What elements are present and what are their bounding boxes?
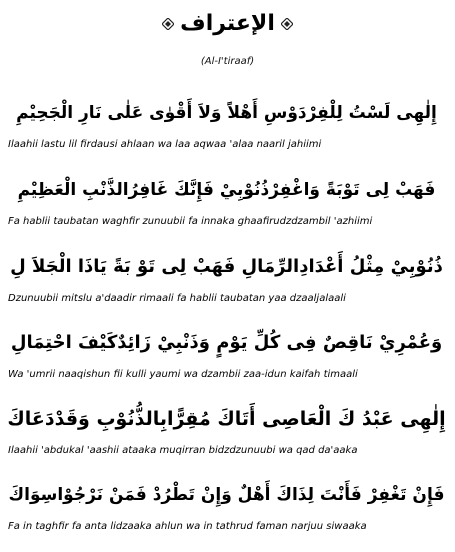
verse-arabic: فَهَبْ لِى تَوْبَةً وَاغْفِرْذُنُوْبِيْ فَإِنَّكَ غَافِرُالذَّنْبِ الْعَظِيْمِ <box>17 179 436 200</box>
header <box>0 6 455 42</box>
verse-arabic: ذُنُوْبِيْ مِثْلُ أَعْدَادِالرِّمَالِ فَهَبْ لِى تَوْ بَةً يَاذَا الْجَلاَ لِ <box>10 256 443 277</box>
verse-transliteration: Fa hablii taubatan waghfir zunuubii fa innaka ghaafirudzdzambil 'azhiimi <box>8 216 373 227</box>
diamond-ornament-icon <box>281 18 293 30</box>
verse-transliteration: Ilaahii lastu lil firdausi ahlaan wa laa aqwaa 'alaa naaril jahiimi <box>8 139 322 150</box>
verse-transliteration: Ilaahii 'abdukal 'aashii ataaka muqirran bidzdzunuubi wa qad da'aaka <box>8 445 358 456</box>
diamond-ornament-icon <box>162 18 174 30</box>
verse-arabic: إِلٰهِى لَسْتُ لِلْفِرْدَوْسِ أَهْلاً وَلاَ أَقْوٰى عَلٰى نَارِ الْجَحِيْمِ <box>16 102 437 123</box>
title-transliteration: (Al-I'tiraaf) <box>200 56 255 67</box>
verse-transliteration: Wa 'umrii naaqishun fii kulli yaumi wa dzambii zaa-idun kaifah timaali <box>8 369 358 380</box>
title-arabic: الإعتراف <box>180 11 275 36</box>
verse-transliteration: Fa in taghfir fa anta lidzaaka ahlun wa in tathrud faman narjuu siwaaka <box>8 521 367 532</box>
verse-arabic: إِلٰهِى عَبْدُ كَ الْعَاصِى أَتَاكَ مُقِرًّابِالذُّنُوْبِ وَقَدْدَعَاكَ <box>7 407 446 430</box>
verse-transliteration: Dzunuubii mitslu a'daadir rimaali fa hablii taubatan yaa dzaaljalaali <box>8 293 346 304</box>
verse-arabic: فَإِنْ تَغْفِرْ فَأَنْتَ لِذَاكَ أَهْلٌ وَإِنْ تَطْرُدْ فَمَنْ نَرْجُوْاسِوَاكَ <box>8 484 445 505</box>
verse-arabic: وَعُمْرِيْ نَاقِصٌ فِى كُلِّ يَوْمٍ وَذَنْبِيْ زَائِدٌكَيْفَ احْتِمَالِ <box>10 332 443 353</box>
